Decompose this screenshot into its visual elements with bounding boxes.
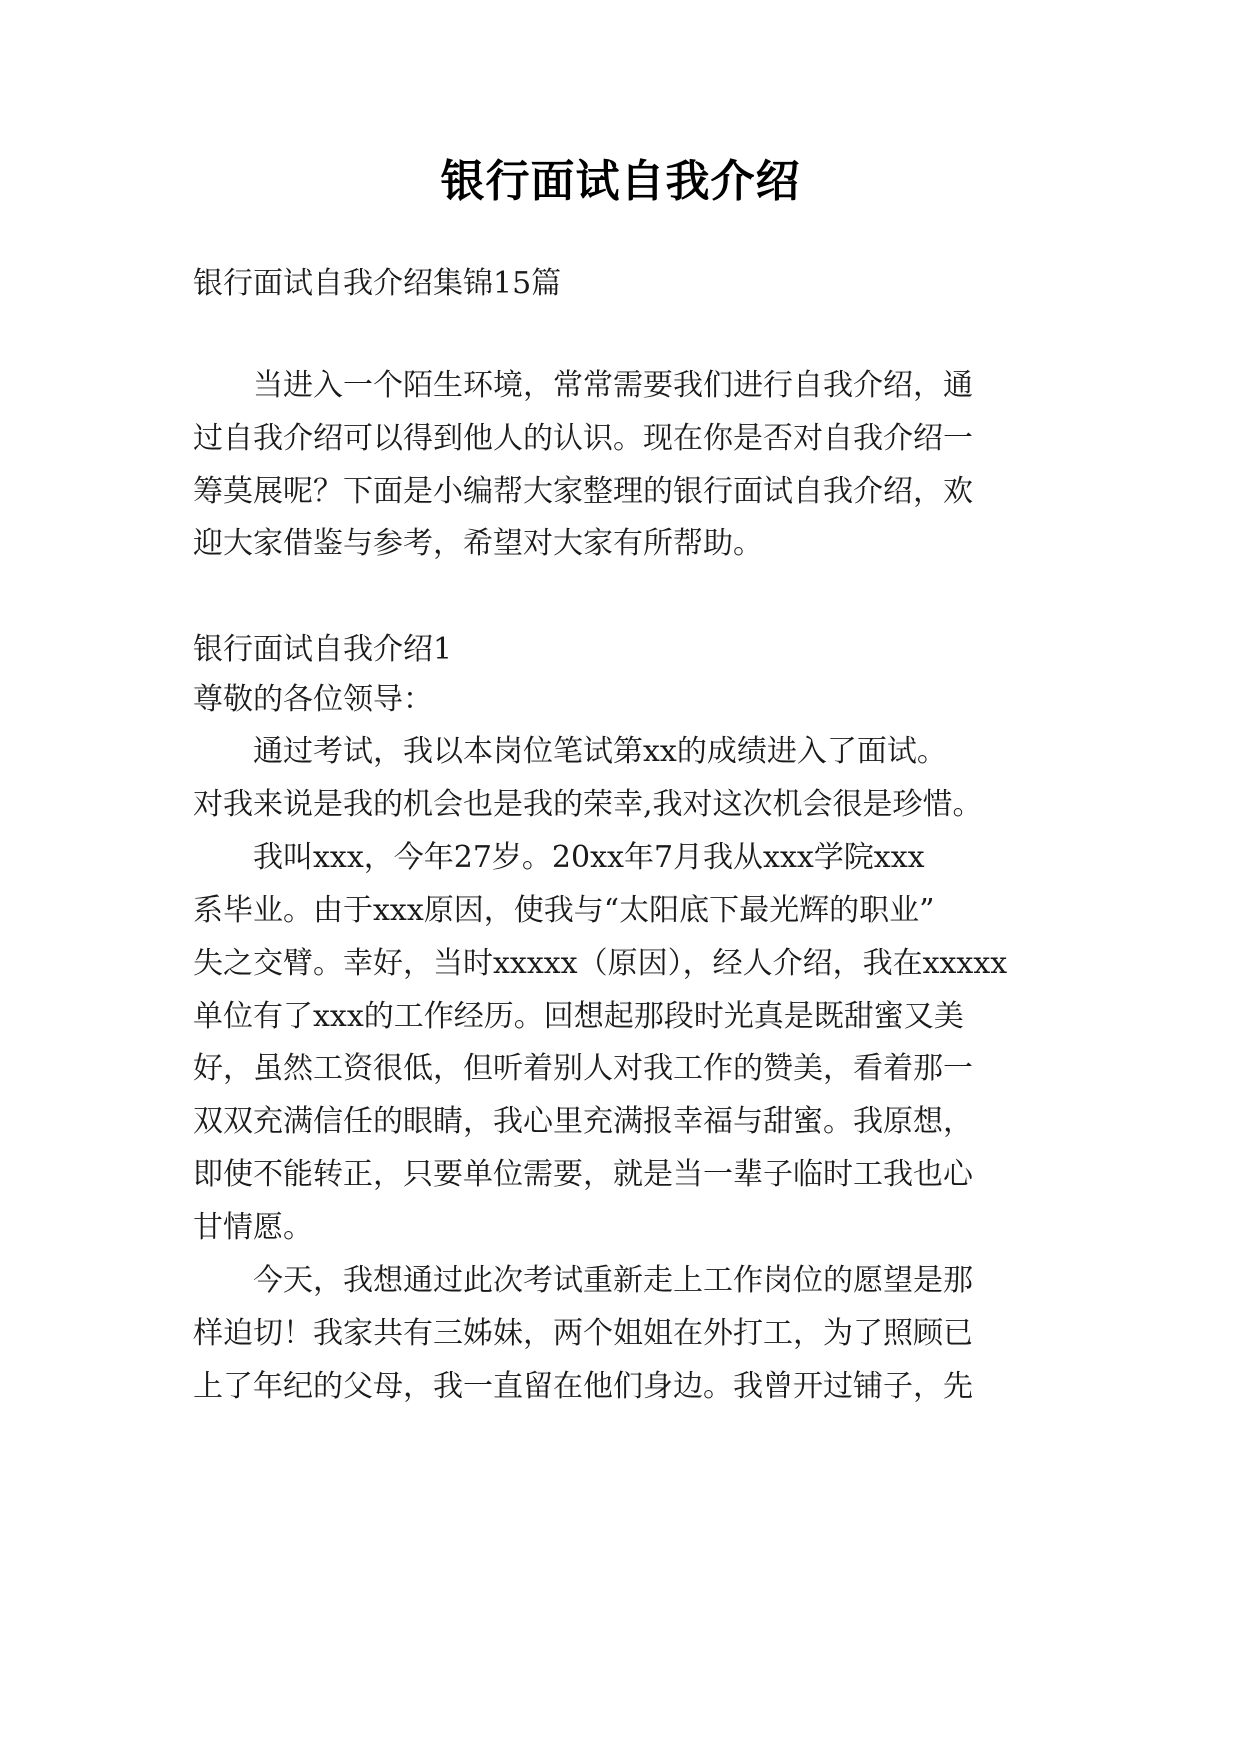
salutation: 尊敬的各位领导：	[193, 682, 433, 717]
subtitle: 银行面试自我介绍集锦15篇	[193, 266, 562, 301]
intro-line: 筹莫展呢？下面是小编帮大家整理的银行面试自我介绍，欢	[193, 474, 973, 509]
paragraph-line: 双双充满信任的眼睛，我心里充满报幸福与甜蜜。我原想，	[193, 1104, 973, 1139]
paragraph-line: 即使不能转正，只要单位需要，就是当一辈子临时工我也心	[193, 1157, 973, 1192]
section-heading: 银行面试自我介绍1	[193, 632, 453, 667]
intro-line: 过自我介绍可以得到他人的认识。现在你是否对自我介绍一	[193, 421, 973, 456]
paragraph-line: 对我来说是我的机会也是我的荣幸,我对这次机会很是珍惜。	[193, 787, 983, 822]
paragraph-line: 单位有了xxx的工作经历。回想起那段时光真是既甜蜜又美	[193, 999, 964, 1034]
paragraph-line: 今天，我想通过此次考试重新走上工作岗位的愿望是那	[253, 1263, 973, 1298]
paragraph-line: 上了年纪的父母，我一直留在他们身边。我曾开过铺子，先	[193, 1369, 973, 1404]
paragraph-line: 通过考试，我以本岗位笔试第xx的成绩进入了面试。	[253, 734, 947, 769]
paragraph-line: 好，虽然工资很低，但听着别人对我工作的赞美，看着那一	[193, 1051, 973, 1086]
paragraph-line: 系毕业。由于xxx原因，使我与“太阳底下最光辉的职业”	[193, 893, 935, 928]
page-title: 银行面试自我介绍	[440, 156, 801, 207]
paragraph-line: 甘情愿。	[193, 1210, 313, 1245]
paragraph-line: 失之交臂。幸好，当时xxxxx（原因），经人介绍，我在xxxxx	[193, 946, 1008, 981]
intro-line: 当进入一个陌生环境，常常需要我们进行自我介绍，通	[253, 368, 973, 403]
paragraph-line: 样迫切！我家共有三姊妹，两个姐姐在外打工，为了照顾已	[193, 1316, 973, 1351]
paragraph-line: 我叫xxx，今年27岁。20xx年7月我从xxx学院xxx	[253, 840, 925, 875]
intro-line: 迎大家借鉴与参考，希望对大家有所帮助。	[193, 526, 763, 561]
